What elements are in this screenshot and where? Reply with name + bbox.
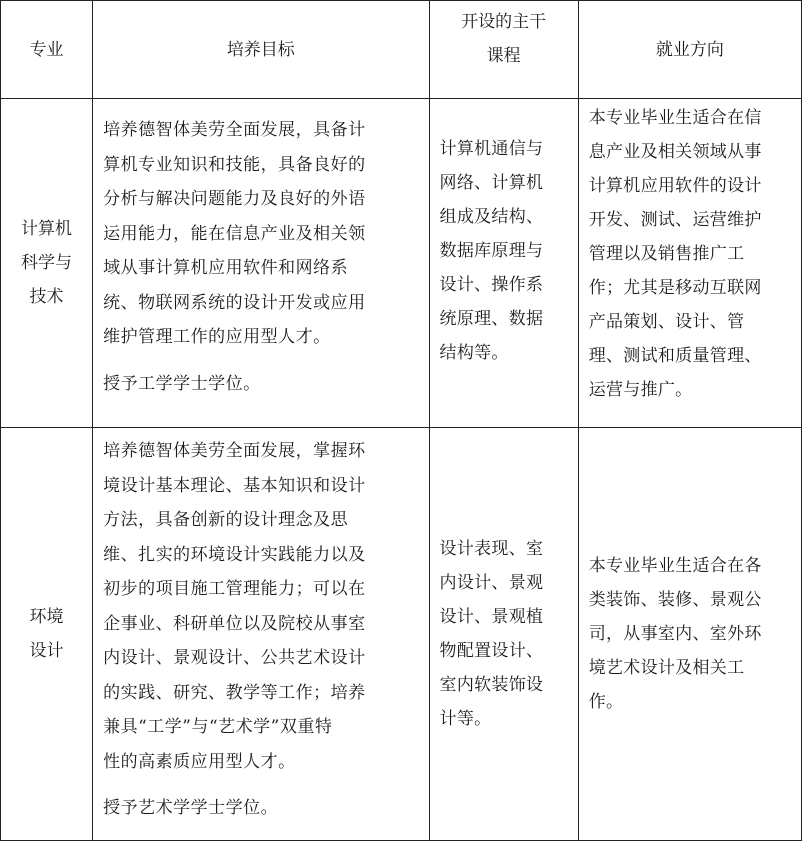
- objective-line: 维、扎实的环境设计实践能力以及: [103, 544, 366, 565]
- major-cell: [1, 99, 93, 428]
- major-name-line: 设计: [29, 641, 64, 661]
- header-employment: 就业方向: [655, 39, 724, 60]
- employment-line: 管理以及销售推广工: [588, 244, 745, 264]
- employment-line: 运营与推广。: [588, 380, 693, 400]
- major-name-line: 科学与: [21, 253, 73, 273]
- course-line: 设计、景观植: [439, 607, 544, 627]
- course-line: 内设计、景观: [439, 573, 544, 593]
- major-name-line: 计算机: [21, 219, 73, 239]
- objective-line: 域从事计算机应用软件和网络系: [103, 258, 349, 278]
- objective-line: 统、物联网系统的设计开发或应用: [103, 292, 366, 313]
- header-objective: 培养目标: [226, 39, 295, 60]
- employment-line: 作；尤其是移动互联网: [588, 278, 762, 298]
- header-course-line1: 开设的主干: [461, 12, 547, 32]
- objective-text: [103, 434, 418, 779]
- course-line: 结构等。: [439, 343, 509, 363]
- degree-text: 授予艺术学学士学位。: [103, 798, 279, 818]
- major-cell: [1, 428, 93, 841]
- header-objective-cell: [93, 1, 429, 99]
- objective-line: 内设计、景观设计、公共艺术设计: [103, 648, 366, 668]
- objective-line: 算机专业知识和技能，具备良好的: [103, 154, 366, 175]
- objective-line: 兼具“工学”与“艺术学”双重特: [103, 717, 333, 737]
- course-line: 设计表现、室: [439, 539, 544, 559]
- course-line: 室内软装饰设: [439, 675, 544, 695]
- employment-line: 本专业毕业生适合在信: [588, 108, 762, 128]
- course-line: 统原理、数据: [439, 309, 544, 329]
- objective-line: 分析与解决问题能力及良好的外语: [103, 189, 366, 209]
- major-name-line: 环境: [29, 607, 64, 627]
- objective-line: 方法，具备创新的设计理念及思: [103, 510, 349, 530]
- employment-line: 开发、测试、运营维护: [588, 210, 762, 230]
- objective-line: 的实践、研究、教学等工作；培养: [103, 682, 366, 703]
- employment-line: 理、测试和质量管理、: [588, 346, 762, 366]
- objective-line: 培养德智体美劳全面发展，具备计: [103, 120, 366, 140]
- objective-line: 维护管理工作的应用型人才。: [103, 327, 331, 347]
- course-line: 组成及结构、: [439, 207, 544, 227]
- header-major-cell: [1, 1, 93, 99]
- table-header-row: [1, 1, 802, 99]
- course-line: 网络、计算机: [439, 173, 544, 193]
- course-line: 计等。: [439, 709, 492, 729]
- objective-line: 培养德智体美劳全面发展，掌握环: [103, 441, 366, 461]
- header-course-line2: 课程: [486, 46, 521, 66]
- objective-line: 境设计基本理论、基本知识和设计: [103, 475, 366, 496]
- employment-line: 类装饰、装修、景观公: [588, 590, 762, 610]
- employment-cell: [578, 428, 801, 841]
- course-line: 数据库原理与: [439, 241, 544, 261]
- course-line: 物配置设计、: [439, 641, 544, 661]
- course-cell: [429, 99, 578, 428]
- employment-cell: [578, 99, 801, 428]
- course-line: 设计、操作系: [439, 275, 544, 295]
- objective-cell: [93, 428, 429, 841]
- objective-line: 运用能力，能在信息产业及相关领: [103, 223, 366, 244]
- employment-line: 司，从事室内、室外环: [588, 624, 762, 644]
- employment-line: 产品策划、设计、管: [588, 312, 745, 332]
- table-row: [1, 99, 802, 428]
- objective-text: [103, 113, 418, 355]
- employment-line: 境艺术设计及相关工: [588, 658, 745, 678]
- table-row: [1, 428, 802, 841]
- objective-line: 初步的项目施工管理能力；可以在: [103, 579, 366, 599]
- objective-line: 性的高素质应用型人才。: [103, 751, 296, 772]
- employment-line: 息产业及相关领域从事: [588, 142, 762, 162]
- employment-line: 本专业毕业生适合在各: [588, 556, 762, 576]
- employment-line: 计算机应用软件的设计: [588, 176, 762, 196]
- course-cell: [429, 428, 578, 841]
- employment-line: 作。: [588, 692, 624, 712]
- degree-text: 授予工学学士学位。: [103, 373, 261, 394]
- objective-cell: [93, 99, 429, 428]
- header-major: 专业: [29, 39, 64, 60]
- objective-line: 企事业、科研单位以及院校从事室: [103, 613, 366, 634]
- header-course-cell: [429, 1, 578, 99]
- header-employment-cell: [578, 1, 801, 99]
- course-line: 计算机通信与: [439, 139, 544, 159]
- major-name-line: 技术: [29, 287, 64, 307]
